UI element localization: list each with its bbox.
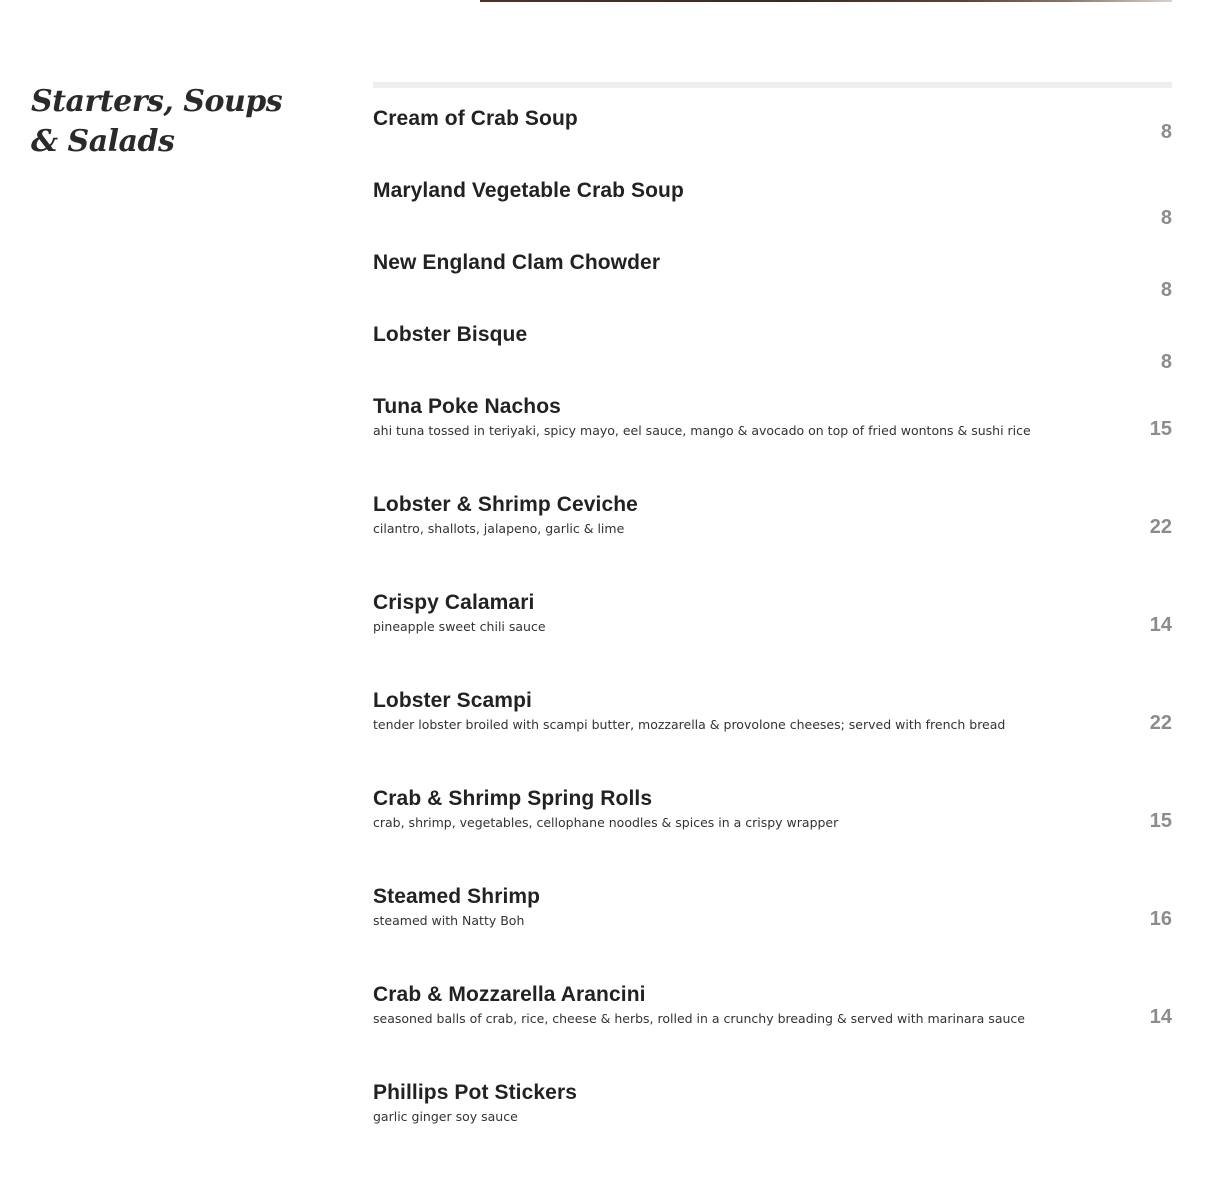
menu-item [373,249,1172,321]
menu-item-price: 22 [1149,516,1172,538]
menu-item-description: garlic ginger soy sauce [373,1109,518,1124]
section-title [31,82,291,162]
section-title-line-1: Starters, Soups [31,84,283,119]
menu-item-price: 8 [1160,279,1172,301]
menu-item-name: Cream of Crab Soup [373,107,578,130]
menu-item-name: Crab & Shrimp Spring Rolls [373,787,653,810]
menu-item-price: 15 [1149,810,1172,832]
menu-item-price: 8 [1160,351,1172,373]
menu-item-name: Crab & Mozzarella Arancini [373,983,646,1006]
menu-item-description: pineapple sweet chili sauce [373,619,546,634]
menu-item-price: 8 [1160,207,1172,229]
menu-item [373,1079,1172,1177]
menu-item-name: Lobster Bisque [373,323,528,346]
menu-item-price: 14 [1149,614,1172,636]
menu-item [373,981,1172,1079]
menu-item-description: cilantro, shallots, jalapeno, garlic & lime [373,521,625,536]
menu-item [373,687,1172,785]
menu-item [373,177,1172,249]
menu-item-name: Crispy Calamari [373,591,535,614]
menu-item-name: Tuna Poke Nachos [373,395,561,418]
menu-item-description: tender lobster broiled with scampi butter, mozzarella & provolone cheeses; served with french bread [373,717,1006,732]
menu-item [373,393,1172,491]
menu-item [373,589,1172,687]
menu-item-price: 8 [1160,121,1172,143]
menu-top-divider [373,82,1172,88]
menu-item-description: seasoned balls of crab, rice, cheese & herbs, rolled in a crunchy breading & served with marinara sauce [373,1011,1025,1026]
hero-image-edge [480,0,1172,2]
menu-item-name: Lobster & Shrimp Ceviche [373,493,638,516]
menu-item [373,785,1172,883]
menu-item-price: 22 [1149,712,1172,734]
menu-item-price: 14 [1149,1006,1172,1028]
menu-item-name: Lobster Scampi [373,689,532,712]
menu-item-name: Phillips Pot Stickers [373,1081,577,1104]
menu-item [373,321,1172,393]
menu-item-name: Maryland Vegetable Crab Soup [373,179,684,202]
menu-item-list [373,105,1172,1177]
menu-item-description: steamed with Natty Boh [373,913,525,928]
menu-item [373,883,1172,981]
menu-item-description: ahi tuna tossed in teriyaki, spicy mayo, eel sauce, mango & avocado on top of fried wontons & sushi rice [373,423,1031,438]
menu-item [373,105,1172,177]
menu-item-price: 16 [1149,908,1172,930]
menu-item-description: crab, shrimp, vegetables, cellophane noodles & spices in a crispy wrapper [373,815,839,830]
section-title-line-2: & Salads [31,124,175,159]
menu-item-name: New England Clam Chowder [373,251,661,274]
menu-item [373,491,1172,589]
menu-item-price: 15 [1149,418,1172,440]
menu-item-name: Steamed Shrimp [373,885,541,908]
